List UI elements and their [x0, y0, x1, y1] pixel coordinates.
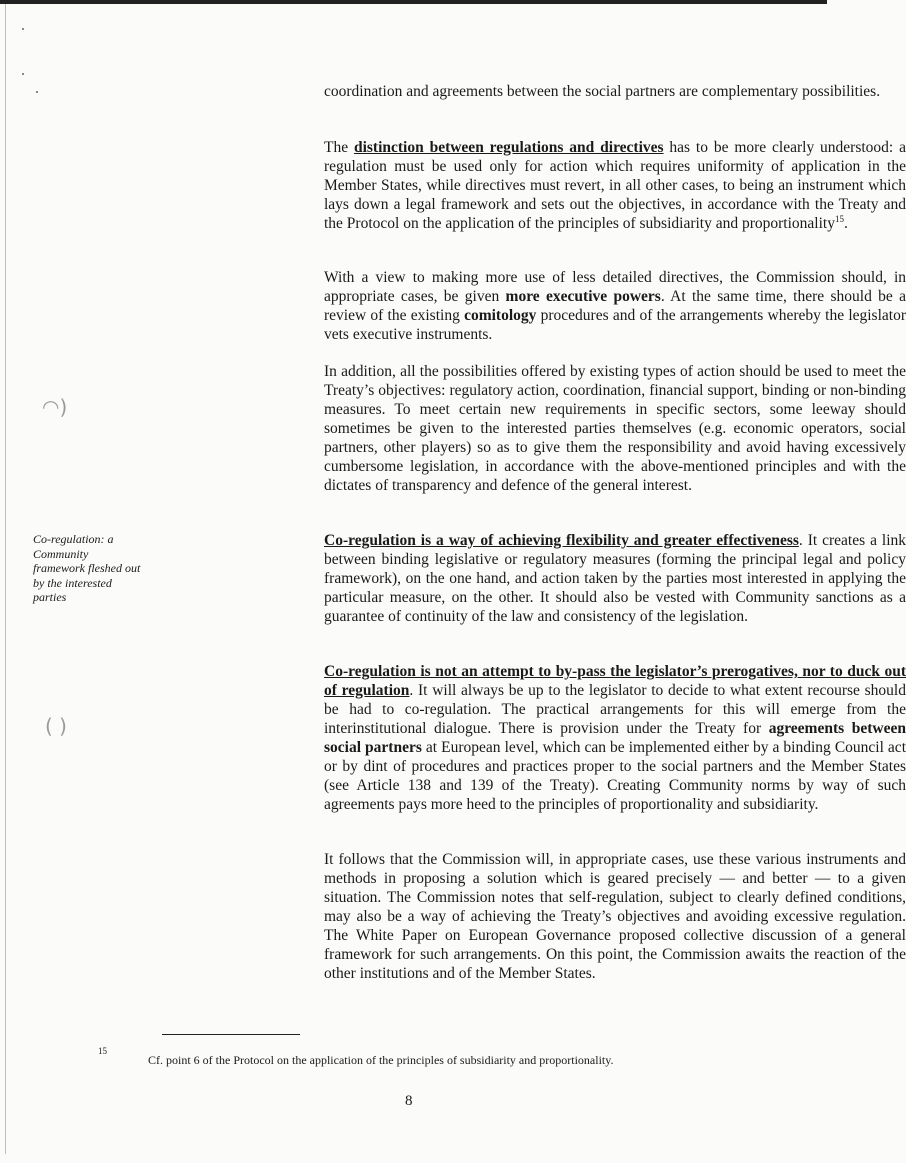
emphasis-not-bypass: Co-regulation is not an attempt to by-pass the legislator’s prerogatives, nor to duck out of regulation — [324, 663, 906, 699]
paragraph-text: The — [324, 139, 354, 156]
footnote-ref: 15 — [834, 213, 844, 224]
bold-term: agreements between social partners — [324, 720, 906, 756]
emphasis-distinction: distinction between regulations and directives — [353, 139, 664, 156]
top-border-line — [0, 0, 827, 4]
scan-speck — [36, 91, 38, 93]
margin-bracket-mark: ◠) — [42, 395, 68, 419]
paragraph-4 — [324, 362, 906, 495]
paragraph-text: . It creates a link between binding legislative or regulatory measures (forming the principal legal and policy framework), on the one hand, and action taken by the parties most interested in applying the particular measure, on the other. It should also be vested with Community sanctions as a guarantee of continuity of the law and consistency of the legislation. — [324, 532, 906, 625]
margin-paren-mark: ( ) — [45, 714, 67, 738]
emphasis-co-regulation: Co-regulation is a way of achieving flexibility and greater effectiveness — [324, 532, 799, 549]
paragraph-text: . It will always be up to the legislator to decide to what extent recourse should be had to co-regulation. The practical arrangements for this will emerge from the interinstitutional dialogue. There is provision under the Treaty for — [324, 682, 906, 737]
scan-speck — [22, 28, 24, 30]
paragraph-text: at European level, which can be implemented either by a binding Council act or by dint of procedures and practices proper to the social partners and the Member States (see Article 138 and 139 of the Treaty). Creating Community norms by way of such agreements pays more heed to the principles of proportionality and subsidiarity. — [324, 739, 906, 813]
bold-term: more executive powers — [505, 288, 661, 305]
paragraph-6 — [324, 662, 906, 814]
paragraph-text: procedures and of the arrangements whereby the legislator vets executive instruments. — [324, 307, 906, 343]
paragraph-text: coordination and agreements between the social partners are complementary possibilities. — [324, 83, 881, 100]
paragraph-text: With a view to making more use of less detailed directives, the Commission should, in appropriate cases, be given — [324, 269, 906, 305]
paragraph-5 — [324, 531, 906, 626]
footnote-number: 15 — [98, 1046, 107, 1056]
page-number: 8 — [405, 1093, 413, 1109]
paragraph-2 — [324, 138, 906, 233]
paragraph-text: It follows that the Commission will, in appropriate cases, use these various instruments and methods in proposing a solution which is geared precisely — and better — to a given situation. The Commission notes that self-regulation, subject to clearly defined conditions, may also be a way of achieving the Treaty’s objectives and avoiding excessive regulation. The White Paper on European Governance proposed collective discussion of a general framework for such arrangements. On this point, the Commission awaits the reaction of the other institutions and of the Member States. — [324, 851, 906, 982]
paragraph-text: has to be more clearly understood: a regulation must be used only for action which requires uniformity of application in the Member States, while directives must revert, in all other cases, to being an instrument which lays down a legal framework and sets out the objectives, in accordance with the Treaty and the Protocol on the application of the principles of subsidiarity and proportionality — [324, 139, 906, 232]
paragraph-text: . — [843, 215, 848, 232]
footnote-separator — [162, 1034, 300, 1035]
scan-speck — [22, 73, 24, 75]
paragraph-3 — [324, 268, 906, 344]
paragraph-text: . At the same time, there should be a review of the existing — [324, 288, 906, 324]
bold-term: comitology — [464, 307, 537, 324]
left-scan-edge — [5, 4, 6, 1154]
paragraph-7 — [324, 850, 906, 983]
paragraph-text: In addition, all the possibilities offered by existing types of action should be used to meet the Treaty’s objectives: regulatory action, coordination, financial support, binding or non-binding measures. To meet certain new requirements in specific sectors, some leeway should sometimes be given to the interested parties themselves (e.g. economic operators, social partners, other players) so as to give them the responsibility and avoid having excessively cumbersome legislation, in accordance with the above-mentioned principles and with the dictates of transparency and defence of the general interest. — [324, 363, 906, 494]
footnote-text: Cf. point 6 of the Protocol on the application of the principles of subsidiarity and proportionality. — [148, 1053, 614, 1067]
margin-note: Co-regulation: a Community framework fleshed out by the interested parties — [33, 532, 141, 604]
paragraph-1 — [324, 82, 906, 101]
